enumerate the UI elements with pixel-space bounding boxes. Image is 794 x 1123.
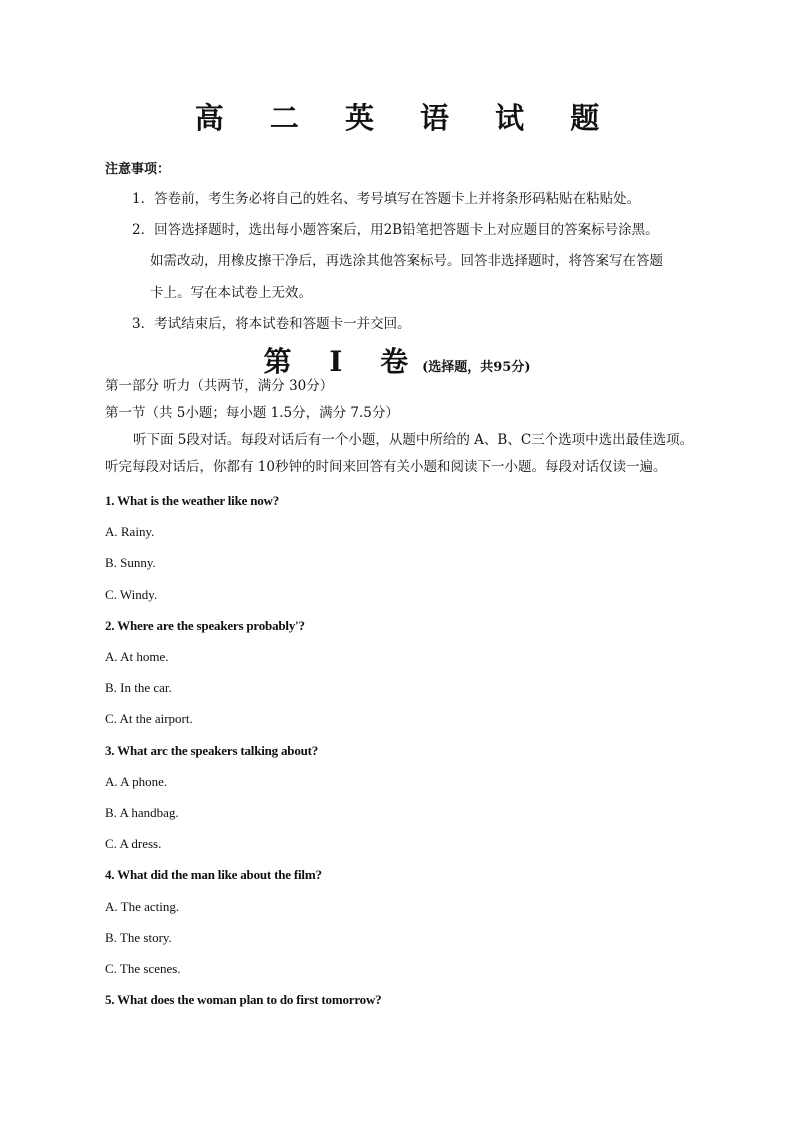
notice-item-2-end: 卡上。写在本试卷上无效。	[150, 285, 312, 301]
question-3: 3. What arc the speakers talking about?	[105, 743, 319, 758]
option-4b: B. The story.	[105, 930, 172, 945]
option-3c: C. A dress.	[105, 836, 162, 851]
instructions-line-2: 听完每段对话后，你都有 10秒钟的时间来回答有关小题和阅读下一小题。每段对话仅读一遍。	[105, 459, 667, 475]
question-1: 1. What is the weather like now?	[105, 493, 280, 508]
volume-heading	[0, 340, 794, 380]
option-4c: C. The scenes.	[105, 961, 181, 976]
option-1c: C. Windy.	[105, 587, 158, 602]
option-2a: A. At home.	[105, 649, 169, 664]
option-3a: A. A phone.	[105, 774, 168, 789]
volume-title: 第 I 卷	[263, 345, 423, 378]
section-heading: 第一节（共 5小题；每小题 1.5分，满分 7.5分）	[105, 405, 399, 421]
volume-subtitle: (选择题，共95分)	[422, 360, 531, 375]
option-1b: B. Sunny.	[105, 555, 156, 570]
notice-item-3: 3．考试结束后，将本试卷和答题卡一并交回。	[132, 316, 411, 332]
option-1a: A. Rainy.	[105, 524, 155, 539]
option-4a: A. The acting.	[105, 899, 180, 914]
option-2c: C. At the airport.	[105, 711, 193, 726]
page-title: 高 二 英 语 试 题	[194, 101, 618, 135]
notice-item-2: 2．回答选择题时，选出每小题答案后，用2B铅笔把答题卡上对应题目的答案标号涂黑。	[132, 222, 659, 238]
option-3b: B. A handbag.	[105, 805, 179, 820]
question-4: 4. What did the man like about the film?	[105, 867, 322, 882]
option-2b: B. In the car.	[105, 680, 172, 695]
question-2: 2. Where are the speakers probably'?	[105, 618, 305, 633]
notice-item-2-cont: 如需改动，用橡皮擦干净后，再选涂其他答案标号。回答非选择题时，将答案写在答题	[150, 253, 663, 269]
question-5: 5. What does the woman plan to do first tomorrow?	[105, 992, 382, 1007]
notice-item-1: 1．答卷前，考生务必将自己的姓名、考号填写在答题卡上并将条形码粘贴在粘贴处。	[132, 191, 641, 207]
part-heading: 第一部分 听力（共两节，满分 30分）	[105, 378, 334, 394]
notice-heading: 注意事项：	[105, 162, 171, 177]
instructions-line-1: 听下面 5段对话。每段对话后有一个小题，从题中所给的 A、B、C三个选项中选出最佳选项。	[133, 432, 694, 448]
